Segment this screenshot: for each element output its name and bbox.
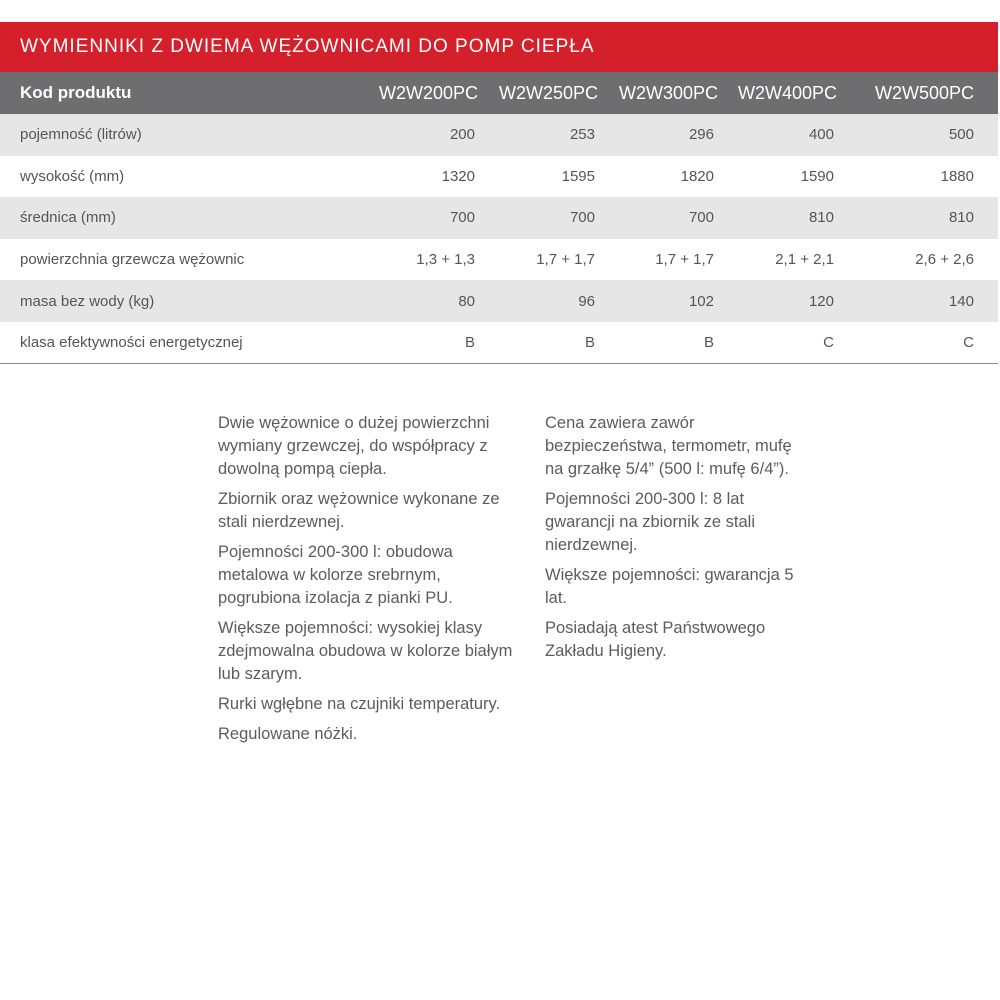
table-cell: C	[858, 322, 998, 364]
note-paragraph: Pojemności 200-300 l: obudowa metalowa w kolorze srebrnym, pogrubiona izolacja z pianki PU.	[218, 543, 453, 607]
notes-right-column	[545, 412, 795, 670]
column-header-w2w300pc: W2W300PC	[619, 82, 719, 103]
note-paragraph: Rurki wgłębne na czujniki temperatury.	[218, 695, 501, 713]
note-paragraph: Cena zawiera zawór bezpieczeństwa, termometr, mufę na grzałkę 5/4” (500 l: mufę 6/4”).	[545, 414, 792, 478]
note-paragraph: Dwie wężownice o dużej powierzchni wymiany grzewczej, do współpracy z dowolną pompą ciepła.	[218, 414, 490, 478]
column-header-w2w250pc: W2W250PC	[499, 82, 599, 103]
note-paragraph: Regulowane nóżki.	[218, 725, 358, 743]
table-cell: 810	[808, 209, 834, 227]
spec-table	[0, 72, 998, 364]
column-header-w2w400pc: W2W400PC	[738, 82, 838, 103]
title-banner	[0, 22, 998, 72]
table-cell: 296	[688, 126, 714, 144]
table-cell: 120	[808, 292, 834, 310]
row-label: średnica (mm)	[20, 209, 116, 227]
row-label: klasa efektywności energetycznej	[0, 322, 379, 364]
column-header-product-code: Kod produktu	[20, 83, 132, 102]
note-paragraph: Posiadają atest Państwowego Zakładu Higieny.	[545, 619, 766, 660]
row-label: wysokość (mm)	[20, 167, 125, 185]
table-row	[0, 322, 998, 364]
row-label: powierzchnia grzewcza wężownic	[20, 251, 245, 269]
table-cell: 102	[688, 292, 714, 310]
table-cell: 80	[458, 292, 475, 310]
column-header-w2w200pc: W2W200PC	[379, 82, 479, 103]
table-cell: B	[379, 322, 499, 364]
table-cell: 200	[449, 126, 475, 144]
table-cell: 96	[578, 292, 595, 310]
table-cell: 1595	[561, 167, 595, 185]
table-cell: 700	[449, 209, 475, 227]
table-row	[0, 156, 998, 198]
table-cell: 2,6 + 2,6	[915, 251, 974, 269]
row-label: pojemność (litrów)	[20, 126, 142, 144]
table-row	[0, 197, 998, 239]
table-cell: 810	[948, 209, 974, 227]
note-paragraph: Większe pojemności: gwarancja 5 lat.	[545, 566, 794, 607]
table-cell: C	[738, 322, 858, 364]
table-cell: 1,7 + 1,7	[655, 251, 714, 269]
table-header-row	[0, 72, 998, 114]
table-cell: 1,3 + 1,3	[416, 251, 475, 269]
table-row	[0, 239, 998, 281]
table-cell: 400	[808, 126, 834, 144]
notes-left-column	[218, 412, 518, 753]
note-paragraph: Zbiornik oraz wężownice wykonane ze stali nierdzewnej.	[218, 490, 500, 531]
table-row	[0, 280, 998, 322]
table-cell: 700	[688, 209, 714, 227]
table-cell: 1320	[441, 167, 475, 185]
table-row	[0, 114, 998, 156]
table-cell: 140	[948, 292, 974, 310]
table-cell: 700	[569, 209, 595, 227]
table-cell: 1880	[940, 167, 974, 185]
note-paragraph: Większe pojemności: wysokiej klasy zdejmowalna obudowa w kolorze białym lub szarym.	[218, 619, 513, 683]
table-cell: 253	[569, 126, 595, 144]
note-paragraph: Pojemności 200-300 l: 8 lat gwarancji na zbiornik ze stali nierdzewnej.	[545, 490, 756, 554]
page-title: WYMIENNIKI Z DWIEMA WĘŻOWNICAMI DO POMP CIEPŁA	[20, 36, 595, 57]
table-cell: 1590	[800, 167, 834, 185]
column-header-w2w500pc: W2W500PC	[874, 82, 974, 103]
row-label: masa bez wody (kg)	[20, 292, 155, 310]
table-cell: B	[619, 322, 738, 364]
table-cell: 1820	[680, 167, 714, 185]
table-cell: B	[499, 322, 619, 364]
table-cell: 1,7 + 1,7	[536, 251, 595, 269]
table-cell: 500	[948, 126, 974, 144]
table-cell: 2,1 + 2,1	[775, 251, 834, 269]
